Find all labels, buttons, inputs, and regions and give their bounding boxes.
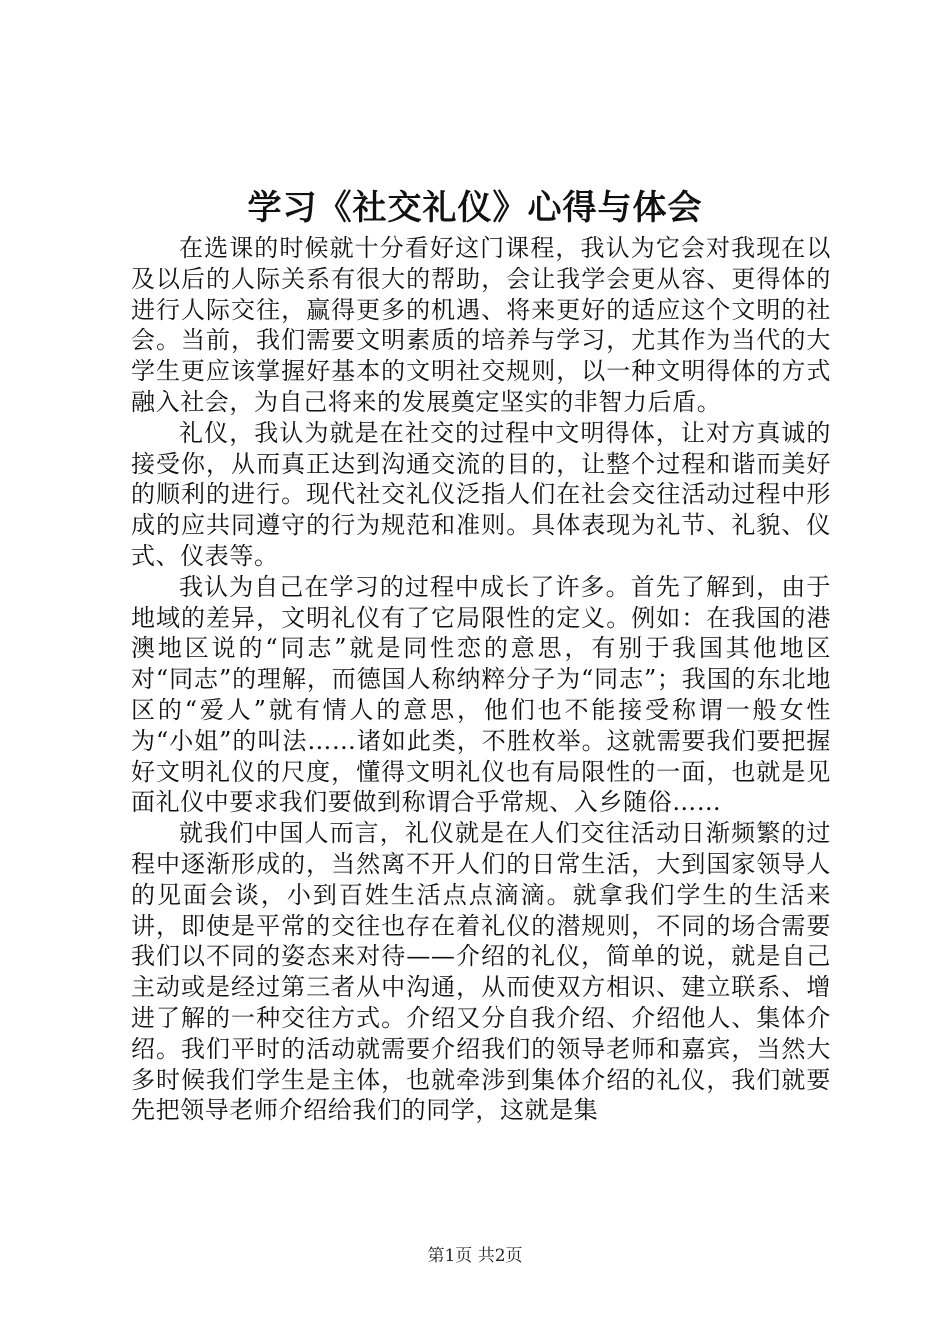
document-body <box>131 233 831 1126</box>
paragraph-4: 就我们中国人而言，礼仪就是在人们交往活动日渐频繁的过程中逐渐形成的，当然离不开人们的日常生活，大到国家领导人的见面会谈，小到百姓生活点点滴滴。就拿我们学生的生活来讲，即使是平常的交往也存在着礼仪的潜规则，不同的场合需要我们以不同的姿态来对待——介绍的礼仪，简单的说，就是自己主动或是经过第三者从中沟通，从而使双方相识、建立联系、增进了解的一种交往方式。介绍又分自我介绍、介绍他人、集体介绍。我们平时的活动就需要介绍我们的领导老师和嘉宾，当然大多时候我们学生是主体，也就牵涉到集体介绍的礼仪，我们就要先把领导老师介绍给我们的同学，这就是集 <box>131 819 831 1125</box>
page-footer: 第1页 共2页 <box>427 1246 523 1266</box>
paragraph-3: 我认为自己在学习的过程中成长了许多。首先了解到，由于地域的差异，文明礼仪有了它局限性的定义。例如：在我国的港澳地区说的“同志”就是同性恋的意思，有别于我国其他地区对“同志”的理解，而德国人称纳粹分子为“同志”；我国的东北地区的“爱人”就有情人的意思，他们也不能接受称谓一般女性为“小姐”的叫法……诸如此类，不胜枚举。这就需要我们要把握好文明礼仪的尺度，懂得文明礼仪也有局限性的一面，也就是见面礼仪中要求我们要做到称谓合乎常规、入乡随俗…… <box>131 572 831 817</box>
paragraph-2: 礼仪，我认为就是在社交的过程中文明得体，让对方真诚的接受你，从而真正达到沟通交流的目的，让整个过程和谐而美好的顺利的进行。现代社交礼仪泛指人们在社会交往活动过程中形成的应共同遵守的行为规范和准则。具体表现为礼节、礼貌、仪式、仪表等。 <box>131 418 831 570</box>
document-title: 学习《社交礼仪》心得与体会 <box>247 188 703 228</box>
paragraph-1: 在选课的时候就十分看好这门课程，我认为它会对我现在以及以后的人际关系有很大的帮助，会让我学会更从容、更得体的进行人际交往，赢得更多的机遇、将来更好的适应这个文明的社会。当前，我们需要文明素质的培养与学习，尤其作为当代的大学生更应该掌握好基本的文明社交规则，以一种文明得体的方式融入社会，为自己将来的发展奠定坚实的非智力后盾。 <box>131 234 831 416</box>
